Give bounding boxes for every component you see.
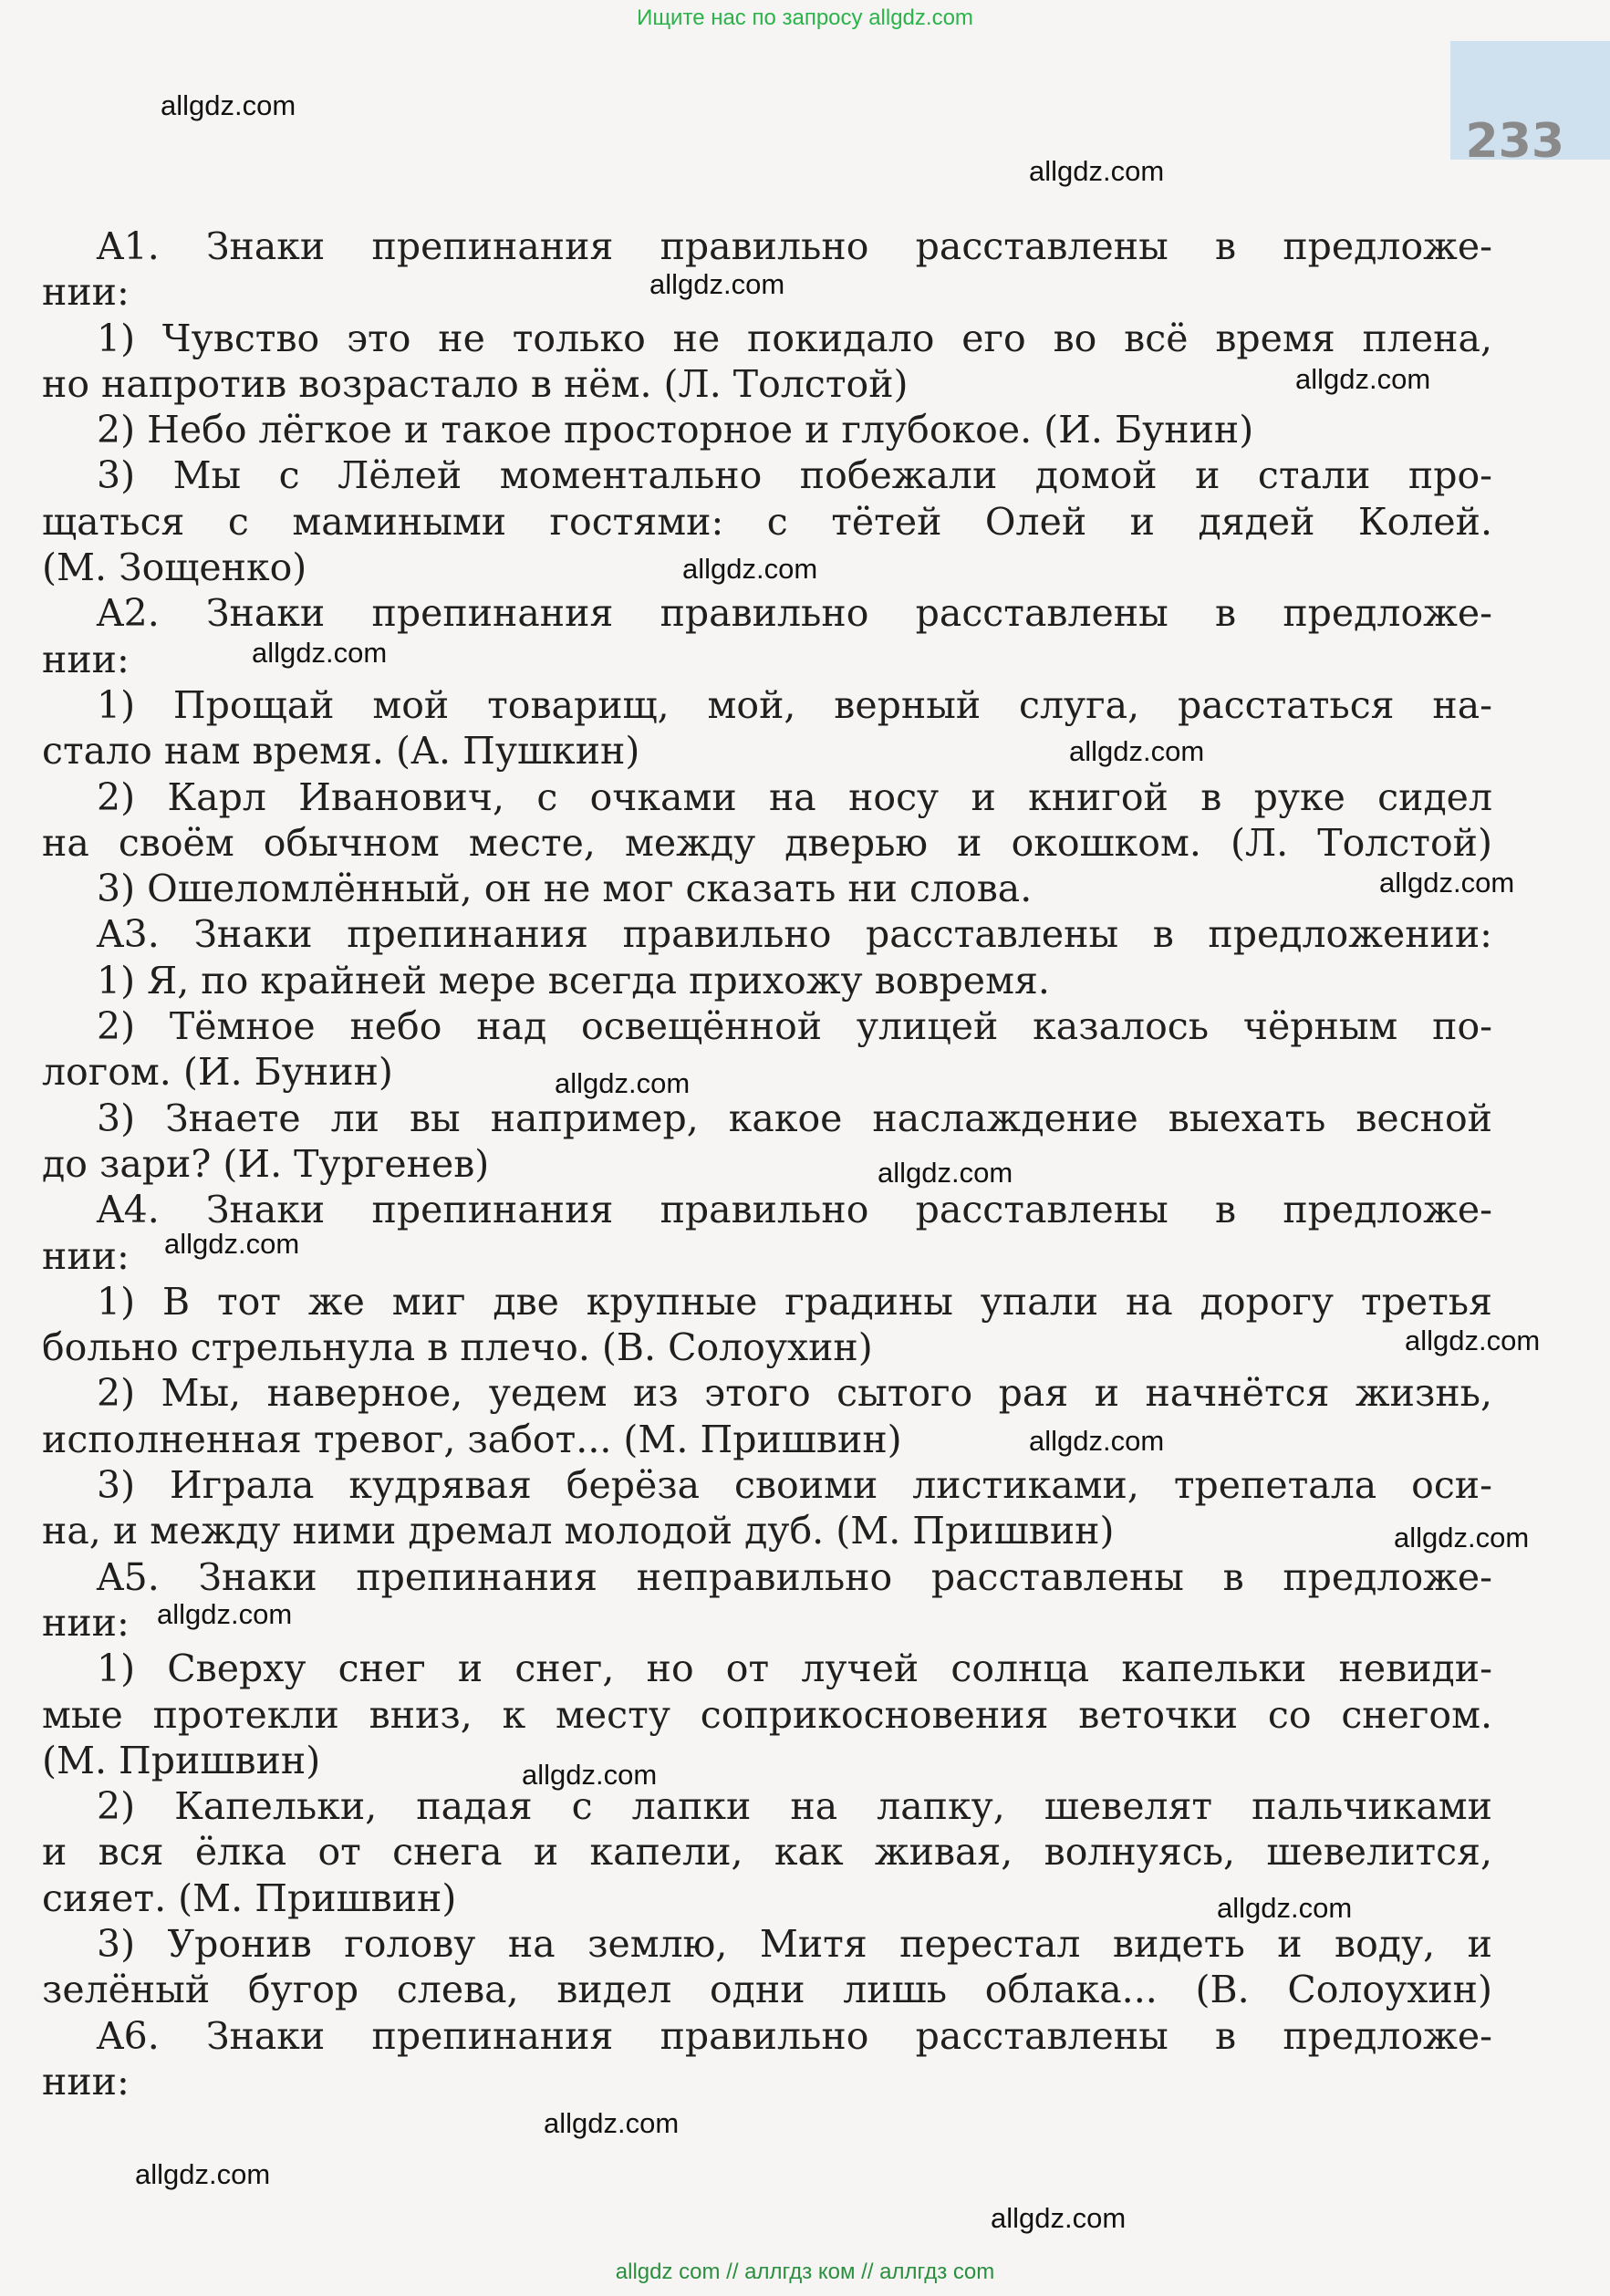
text-line: щаться с мамиными гостями: с тётей Олей и дядей Колей. <box>42 499 1492 544</box>
text-line: 1) В тот же миг две крупные градины упали на дорогу третья <box>97 1279 1492 1324</box>
text-line: но напротив возрастало в нём. (Л. Толстой) <box>42 361 909 406</box>
text-line: (М. Зощенко) <box>42 545 307 590</box>
text-line: A6. Знаки препинания правильно расставлены в предложе- <box>97 2013 1492 2058</box>
watermark: allgdz.com <box>522 1759 658 1791</box>
watermark: allgdz.com <box>157 1598 293 1630</box>
watermark: allgdz.com <box>1069 735 1205 767</box>
text-line: нии: <box>42 2059 130 2104</box>
text-line: A1. Знаки препинания правильно расставлены в предложе- <box>97 224 1492 268</box>
text-line: 1) Прощай мой товарищ, мой, верный слуга, расстаться на- <box>97 682 1492 727</box>
text-line: нии: <box>42 1600 130 1645</box>
watermark: allgdz.com <box>1379 867 1515 899</box>
watermark: allgdz.com <box>878 1157 1013 1189</box>
watermark: allgdz.com <box>252 637 388 669</box>
exercise-text <box>42 223 1492 2104</box>
text-line: 3) Мы с Лёлей моментально побежали домой и стали про- <box>97 453 1492 498</box>
text-line: зелёный бугор слева, видел одни лишь облака... (В. Солоухин) <box>42 1968 1492 2012</box>
text-line: логом. (И. Бунин) <box>42 1050 393 1095</box>
watermark: allgdz.com <box>164 1228 300 1260</box>
text-line: на, и между ними дремал молодой дуб. (М. Пришвин) <box>42 1509 1115 1553</box>
text-line: 1) Чувство это не только не покидало его во всё время плена, <box>97 316 1492 360</box>
text-line: 2) Тёмное небо над освещённой улицей казалось чёрным по- <box>97 1004 1492 1049</box>
text-line: 2) Небо лёгкое и такое просторное и глубокое. (И. Бунин) <box>97 408 1254 452</box>
watermark: allgdz.com <box>1295 363 1431 395</box>
watermark: allgdz.com <box>1217 1892 1353 1924</box>
text-line: 1) Я, по крайней мере всегда прихожу вовремя. <box>97 958 1050 1003</box>
footer-links[interactable]: allgdz com // аллгдз ком // аллгдз com <box>615 2260 995 2284</box>
text-line: и вся ёлка от снега и капели, как живая, волнуясь, шевелится, <box>42 1830 1492 1875</box>
text-line: сияет. (М. Пришвин) <box>42 1875 457 1920</box>
watermark: allgdz.com <box>1394 1522 1530 1553</box>
text-line: нии: <box>42 637 130 681</box>
watermark: allgdz.com <box>991 2202 1127 2234</box>
text-line: A4. Знаки препинания правильно расставлены в предложе- <box>97 1188 1492 1232</box>
text-line: исполненная тревог, забот... (М. Пришвин) <box>42 1417 902 1461</box>
text-line: 1) Сверху снег и снег, но от лучей солнца капельки невиди- <box>97 1647 1492 1691</box>
top-banner[interactable]: Ищите нас по запросу allgdz.com <box>637 5 973 30</box>
text-line: нии: <box>42 1233 130 1278</box>
text-line: 2) Мы, наверное, уедем из этого сытого рая и начнётся жизнь, <box>97 1371 1492 1416</box>
watermark: allgdz.com <box>544 2107 680 2139</box>
text-line: до зари? (И. Тургенев) <box>42 1141 490 1186</box>
text-line: A2. Знаки препинания правильно расставлены в предложе- <box>97 591 1492 636</box>
text-line: стало нам время. (А. Пушкин) <box>42 729 640 774</box>
text-line: 2) Капельки, падая с лапки на лапку, шевелят пальчиками <box>97 1784 1492 1829</box>
watermark: allgdz.com <box>161 89 296 121</box>
watermark: allgdz.com <box>1405 1325 1541 1356</box>
watermark: allgdz.com <box>1029 1425 1165 1457</box>
text-line: мые протекли вниз, к месту соприкосновения веточки со снегом. <box>42 1692 1492 1737</box>
text-line: на своём обычном месте, между дверью и окошком. (Л. Толстой) <box>42 820 1492 865</box>
watermark: allgdz.com <box>555 1067 691 1099</box>
text-line: нии: <box>42 270 130 315</box>
text-line: A5. Знаки препинания неправильно расставлены в предложе- <box>97 1554 1492 1599</box>
text-line: больно стрельнула в плечо. (В. Солоухин) <box>42 1325 873 1370</box>
watermark: allgdz.com <box>682 553 818 585</box>
page-number: 233 <box>1465 114 1564 169</box>
watermark: allgdz.com <box>1029 155 1165 187</box>
watermark: allgdz.com <box>135 2158 271 2190</box>
text-line: (М. Пришвин) <box>42 1738 321 1782</box>
text-line: 3) Играла кудрявая берёза своими листиками, трепетала оси- <box>97 1463 1492 1508</box>
watermark: allgdz.com <box>649 268 785 300</box>
text-line: 3) Ошеломлённый, он не мог сказать ни слова. <box>97 867 1033 911</box>
text-line: A3. Знаки препинания правильно расставлены в предложении: <box>97 912 1492 957</box>
text-line: 3) Знаете ли вы например, какое наслаждение выехать весной <box>97 1096 1492 1140</box>
text-line: 3) Уронив голову на землю, Митя перестал видеть и воду, и <box>97 1921 1492 1966</box>
text-line: 2) Карл Иванович, с очками на носу и книгой в руке сидел <box>97 774 1492 819</box>
